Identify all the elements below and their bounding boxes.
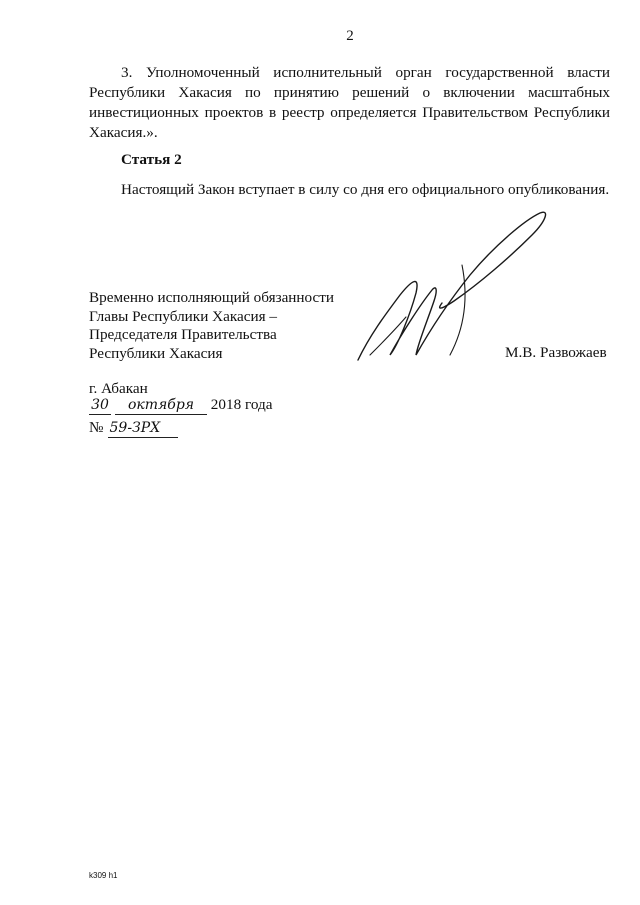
signatory-title — [89, 289, 334, 363]
place-of-signing: г. Абакан — [89, 380, 148, 397]
handwritten-law-number: 59-ЗРХ — [108, 420, 178, 438]
law-number — [89, 419, 178, 438]
article-2-heading: Статья 2 — [121, 151, 182, 168]
date-year: 2018 года — [210, 396, 273, 413]
signatory-line-1: Временно исполняющий обязанности — [89, 289, 335, 306]
number-sign: № — [89, 419, 104, 436]
document-code: k309 h1 — [89, 871, 118, 880]
article-1-paragraph-3: 3. Уполномоченный исполнительный орган государственной власти Республики Хакасия по принятию решений о включении масштабных инвестиционных проектов в реестр определяется Правительством Республики Хакасия.». — [89, 64, 610, 141]
signatory-line-3: Председателя Правительства — [89, 326, 277, 343]
page-number: 2 — [346, 28, 354, 44]
signer-name: М.В. Развожаев — [505, 344, 607, 361]
article-2-text: Настоящий Закон вступает в силу со дня его официального опубликования. — [121, 181, 610, 198]
handwritten-month: октября — [115, 397, 207, 415]
signatory-line-4: Республики Хакасия — [89, 344, 223, 362]
signing-date — [89, 396, 272, 415]
signatory-line-2: Главы Республики Хакасия – — [89, 307, 277, 325]
handwritten-day: 30 — [89, 397, 111, 415]
